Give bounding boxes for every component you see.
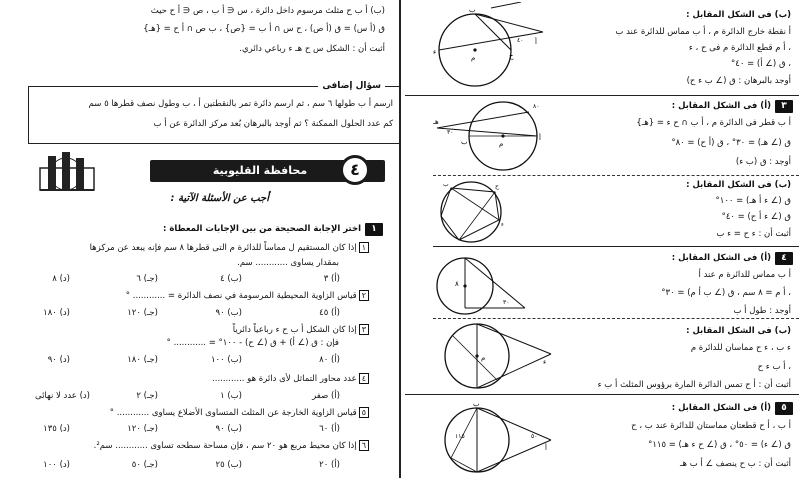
- q4b-line-3: أثبت أن : أ ح تمس الدائرة المارة برؤوس المثلث أ ب ء: [597, 380, 791, 390]
- divider: [405, 95, 799, 96]
- label-b: ب: [461, 138, 468, 146]
- choice[interactable]: (ب) ١: [220, 391, 242, 401]
- q1-item-3-cont: فإن : ق (∠ أ) + ق (∠ ح) - ١٠٠° = ............ °: [166, 338, 339, 348]
- q3a-line-2: ق (∠ هـ) = ٣٠° ، ق (أ ح) = ٨٠°: [671, 138, 791, 148]
- q1-item-2: ٢قياس الزاوية المحيطية المرسومة في نصف الدائرة = ............ °: [126, 290, 369, 302]
- q1-item-1-cont: بمقدار يساوى ............ سم.: [237, 258, 339, 268]
- choice[interactable]: (جـ) ١٢٠: [127, 424, 158, 434]
- choice[interactable]: (جـ) ٢: [136, 391, 158, 401]
- extra-question-box: [28, 81, 400, 144]
- label-a: أ: [539, 134, 541, 142]
- extra-line-1: ارسم أ ب طولها ٦ سم ، ثم ارسم دائرة تمر بالنقطتين أ ، ب وطول نصف قطرها ٥ سم: [88, 99, 393, 109]
- q-b-line-1: (ب) أ ب ح مثلث مرسوم داخل دائرة ، س ∈ أ ب ، ص ∈ أ ح حيث: [150, 6, 385, 16]
- choice[interactable]: (أ) ٤٥: [319, 308, 340, 318]
- label-40: ٤٠: [517, 37, 524, 44]
- q2b-head: (ب) فى الشكل المقابل :: [686, 10, 791, 20]
- label-h: هـ: [433, 118, 439, 126]
- label-30: ٣٠: [447, 129, 454, 136]
- choice[interactable]: (أ) صفر: [312, 391, 340, 401]
- q1-item-5: ٥قياس الزاوية الخارجة عن المثلث المتساوى الأضلاع يساوى ............ °: [110, 407, 369, 419]
- figure-q2b: [431, 2, 549, 94]
- label-50: ٥٠: [531, 433, 538, 440]
- section-banner-number: ٤: [340, 155, 370, 185]
- q2b-line-2: ، أ م قطع الدائرة م فى ح ، ء: [688, 43, 791, 53]
- figure-q5a: [433, 398, 553, 478]
- choice[interactable]: (أ) ٦٠: [319, 424, 340, 434]
- label-b: ب: [473, 400, 480, 408]
- q4a-line-2: ، أ م = ٨ سم ، ق (∠ ب أ م) = ٣٠°: [661, 288, 791, 298]
- choice[interactable]: (ب) ٩٠: [215, 424, 242, 434]
- divider: [405, 394, 799, 395]
- answer-heading: أجب عن الأسئلة الآتية :: [170, 193, 269, 204]
- section-banner-title: محافظة القليوبية: [212, 164, 308, 177]
- q5a-line-3: أثبت أن : ب ح ينصف ∠ أ ب هـ: [680, 459, 791, 469]
- divider: [433, 246, 799, 247]
- choice[interactable]: (جـ) ٦: [136, 274, 158, 284]
- label-c: ح: [509, 52, 514, 60]
- q-b-line-2: ق (أ س) = ق (أ ص) ، ح س ∩ أ ب = {ص} ، ب ص ∩ أ ح = {هـ}: [143, 24, 385, 34]
- q1-item-3: ٣إذا كان الشكل أ ب ح ء رباعياً دائرياً: [233, 324, 369, 336]
- q4b-head: (ب) فى الشكل المقابل :: [686, 326, 791, 336]
- label-m: م: [481, 354, 486, 362]
- label-c: ح: [495, 183, 499, 190]
- choice[interactable]: (د) عدد لا نهائى: [34, 391, 90, 401]
- extra-line-2: كم عدد الحلول الممكنة ؟ ثم أوجد بالبرهان بُعد مركز الدائرة عن أ ب: [153, 119, 393, 129]
- q3b-line-2: ق (∠ ء أ ح) = ٤٠°: [721, 212, 791, 222]
- choice[interactable]: (د) ٩٠: [47, 355, 70, 365]
- choice[interactable]: (جـ) ٥٠: [131, 460, 158, 470]
- right-page: [403, 0, 801, 478]
- choice[interactable]: (ب) ٢٥: [215, 460, 242, 470]
- label-b: ب: [469, 6, 476, 14]
- q5a-head: (أ) فى الشكل المقابل :: [671, 403, 771, 413]
- q1-item-4: ٤عدد محاور التماثل لأى دائرة هو ............: [212, 373, 369, 385]
- label-d: ء: [433, 48, 437, 56]
- q2b-line-1: أ نقطة خارج الدائرة م ، أ ب مماس للدائرة عند ب: [615, 27, 791, 37]
- q3b-line-3: أثبت أن : ء ح = ء ب: [716, 229, 791, 239]
- label-a: أ: [535, 38, 537, 46]
- q2b-line-3: ، ق (∠ أ) = ٤٠°: [731, 59, 791, 69]
- choice[interactable]: (أ) ٣: [323, 274, 340, 284]
- choice[interactable]: (ب) ٤: [220, 274, 242, 284]
- choice[interactable]: (د) ١٠٠: [43, 460, 70, 470]
- q4a-line-1: أ ب مماس للدائرة م عند أ: [698, 270, 791, 280]
- label-30: ٣٠: [503, 299, 510, 306]
- figure-q3a: [433, 98, 553, 174]
- q4b-line-1: ء ب ، ء ح مماسان للدائرة م: [690, 343, 791, 353]
- choice[interactable]: (أ) ٨٠: [319, 355, 340, 365]
- question-5-number: ٥: [775, 402, 793, 415]
- q3a-head: (أ) فى الشكل المقابل :: [671, 101, 771, 111]
- governorate-logo-icon: [36, 148, 98, 194]
- q5a-line-1: أ ب ، أ ح قطعتان مماستان للدائرة عند ب ، ح: [631, 421, 791, 431]
- label-m: م: [471, 54, 476, 62]
- label-a: أ: [545, 444, 547, 452]
- choice[interactable]: (د) ١٣٥: [43, 424, 70, 434]
- q1-item-1: ١إذا كان المستقيم ل مماساً للدائرة م التى قطرها ٨ سم فإنه يبعد عن مركزها: [90, 242, 369, 254]
- extra-question-title: سؤال إضافى: [318, 81, 385, 91]
- q4a-head: (أ) فى الشكل المقابل :: [671, 253, 771, 263]
- q3b-head: (ب) فى الشكل المقابل :: [686, 180, 791, 190]
- choice[interactable]: (أ) ٢٠: [319, 460, 340, 470]
- label-8: ٨: [455, 280, 459, 288]
- choice[interactable]: (د) ٨: [52, 274, 70, 284]
- q2b-line-4: أوجد بالبرهان : ق (∠ ب ء ح): [686, 76, 791, 86]
- figure-q4a: [433, 248, 529, 318]
- q3a-line-1: أ ب قطر فى الدائرة م ، أ ب ∩ ح ء = {هـ}: [636, 118, 791, 128]
- question-1-title: اختر الإجابة الصحيحة من بين الإجابات المعطاة :: [163, 224, 361, 234]
- label-80: ٨٠: [533, 103, 540, 110]
- figure-q3b: [433, 176, 509, 246]
- label-d: ء: [501, 221, 504, 228]
- choice[interactable]: (جـ) ١٢٠: [127, 308, 158, 318]
- choice[interactable]: (ب) ١٠٠: [210, 355, 242, 365]
- figure-q4b: [433, 318, 553, 394]
- q3a-line-3: أوجد : ق (ب ء): [735, 157, 791, 167]
- choice[interactable]: (د) ١٨٠: [43, 308, 70, 318]
- choice[interactable]: (جـ) ١٨٠: [127, 355, 158, 365]
- q4b-line-2: ، أ ب ء ح: [757, 362, 791, 372]
- question-1-number: ١: [365, 223, 383, 236]
- label-b: ب: [443, 181, 449, 188]
- question-3-number: ٣: [775, 100, 793, 113]
- label-d: ء: [543, 358, 547, 366]
- q1-item-6: ٦إذا كان محيط مربع هو ٢٠ سم ، فإن مساحة سطحه تساوى ............ سم².: [94, 440, 369, 452]
- label-m: م: [499, 140, 504, 148]
- q3b-line-1: ق (∠ ء أ هـ) = ١٠٠°: [715, 196, 791, 206]
- question-4-number: ٤: [775, 252, 793, 265]
- q4a-line-3: أوجد : طول أ ب: [733, 306, 791, 316]
- q5a-line-2: ق (∠ ء) = ٥٠° ، ق (∠ ح ء هـ) = ١١٥°: [648, 440, 791, 450]
- label-115: ١١٥: [455, 433, 465, 440]
- q-b-line-3: أثبت أن : الشكل س ح هـ ء رباعي دائري.: [239, 44, 385, 54]
- choice[interactable]: (ب) ٩٠: [215, 308, 242, 318]
